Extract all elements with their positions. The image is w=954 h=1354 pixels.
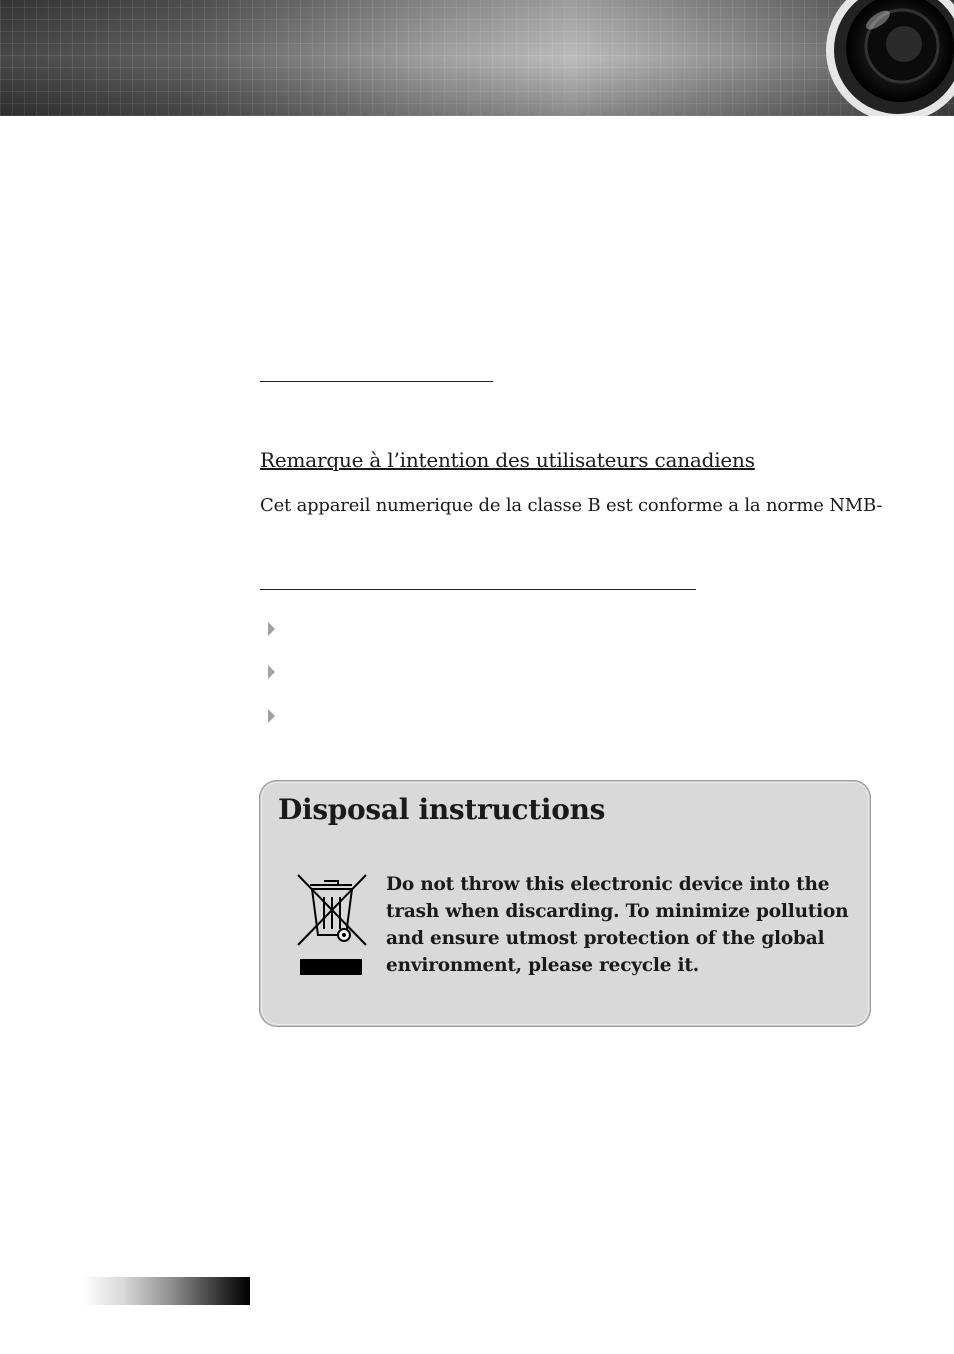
canadian-notice-heading: Remarque à l’intention des utilisateurs canadiens bbox=[260, 448, 755, 472]
section-rule-middle bbox=[260, 589, 696, 590]
section-rule-top bbox=[260, 381, 493, 382]
footer-gradient-bar bbox=[82, 1277, 250, 1305]
header-banner bbox=[0, 0, 954, 116]
disposal-text: Do not throw this electronic device into the trash when discarding. To minimize pollution and ensure utmost protection of the global environment, please recycle it. bbox=[386, 874, 849, 976]
crossed-out-wheelie-bin-icon bbox=[294, 871, 370, 979]
canadian-notice-text: Cet appareil numerique de la classe B est conforme a la norme NMB- bbox=[260, 495, 883, 516]
projector-lens-icon bbox=[818, 0, 954, 116]
disposal-title: Disposal instructions bbox=[278, 793, 606, 826]
triangle-right-icon bbox=[268, 622, 275, 636]
disposal-instructions-panel bbox=[262, 783, 868, 1024]
triangle-right-icon bbox=[268, 709, 275, 723]
triangle-right-icon bbox=[268, 665, 275, 679]
disposal-instructions-box bbox=[259, 780, 871, 1027]
